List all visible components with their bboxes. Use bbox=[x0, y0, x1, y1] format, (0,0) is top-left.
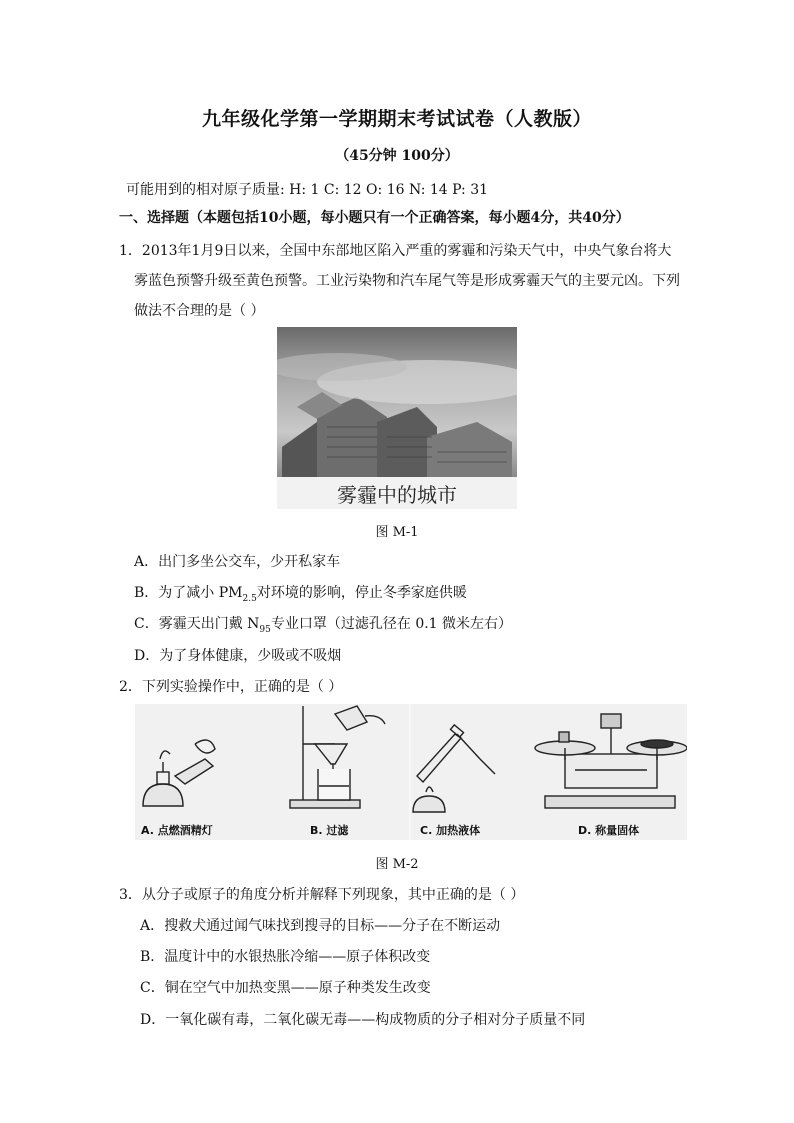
q3-option-d: D．一氧化碳有毒，二氧化碳无毒——构成物质的分子相对分子质量不同 bbox=[140, 1012, 586, 1028]
lab-operations-figure bbox=[135, 704, 687, 840]
photo-caption: 雾霾中的城市 bbox=[337, 483, 457, 507]
q1-option-b-suffix: 对环境的影响，停止冬季家庭供暖 bbox=[256, 585, 467, 601]
q1-stem-line2: 雾蓝色预警升级至黄色预警。工业污染物和汽车尾气等是形成雾霾天气的主要元凶。下列 bbox=[134, 273, 680, 289]
q1-option-c-prefix: C．雾霾天出门戴 N bbox=[134, 616, 260, 632]
q3-stem: 3．从分子或原子的角度分析并解释下列现象，其中正确的是（ ） bbox=[119, 887, 525, 903]
figure-m2-label: 图 M-2 bbox=[375, 857, 419, 872]
section-heading: 一、选择题（本题包括10小题，每小题只有一个正确答案，每小题4分，共40分） bbox=[119, 210, 630, 226]
q1-option-c-suffix: 专业口罩（过滤孔径在 0.1 微米左右） bbox=[270, 616, 513, 632]
exam-title: 九年级化学第一学期期末考试试卷（人教版） bbox=[201, 108, 592, 130]
q1-option-b-prefix: B．为了减小 PM bbox=[134, 585, 243, 601]
filtration-drawing bbox=[290, 706, 385, 808]
panel-label-b: B. 过滤 bbox=[310, 824, 349, 837]
panel-label-a: A. 点燃酒精灯 bbox=[141, 824, 213, 837]
lab-operations-drawing bbox=[135, 704, 687, 840]
q3-option-b: B．温度计中的水银热胀冷缩——原子体积改变 bbox=[140, 949, 431, 965]
smog-city-photo bbox=[277, 327, 517, 509]
q3-option-c: C．铜在空气中加热变黑——原子种类发生改变 bbox=[140, 980, 431, 996]
exam-duration-score: （45分钟 100分） bbox=[335, 148, 459, 164]
alcohol-lamp-drawing bbox=[143, 740, 215, 806]
balance-drawing bbox=[535, 714, 687, 808]
q1-option-a: A．出门多坐公交车，少开私家车 bbox=[134, 554, 341, 570]
figure-m1-label: 图 M-1 bbox=[375, 525, 419, 540]
q1-option-d: D．为了身体健康，少吸或不吸烟 bbox=[134, 648, 342, 664]
q1-stem-line3: 做法不合理的是（ ） bbox=[134, 303, 265, 319]
q1-option-b bbox=[134, 582, 467, 604]
smog-city-image bbox=[277, 327, 517, 477]
q1-option-c-subscript: 95 bbox=[259, 624, 271, 635]
atomic-masses: 可能用到的相对原子质量: H: 1 C: 12 O: 16 N: 14 P: 31 bbox=[126, 182, 489, 198]
q1-stem-line1: 1．2013年1月9日以来，全国中东部地区陷入严重的雾霾和污染天气中，中央气象台将大 bbox=[119, 243, 672, 259]
q2-stem: 2．下列实验操作中，正确的是（ ） bbox=[119, 679, 343, 695]
panel-label-d: D. 称量固体 bbox=[578, 824, 640, 837]
q1-option-b-subscript: 2.5 bbox=[242, 593, 257, 604]
heating-liquid-drawing bbox=[413, 725, 495, 812]
q3-option-a: A．搜救犬通过闻气味找到搜寻的目标——分子在不断运动 bbox=[140, 918, 501, 934]
q1-option-c bbox=[134, 613, 512, 635]
panel-label-c: C. 加热液体 bbox=[420, 824, 481, 837]
